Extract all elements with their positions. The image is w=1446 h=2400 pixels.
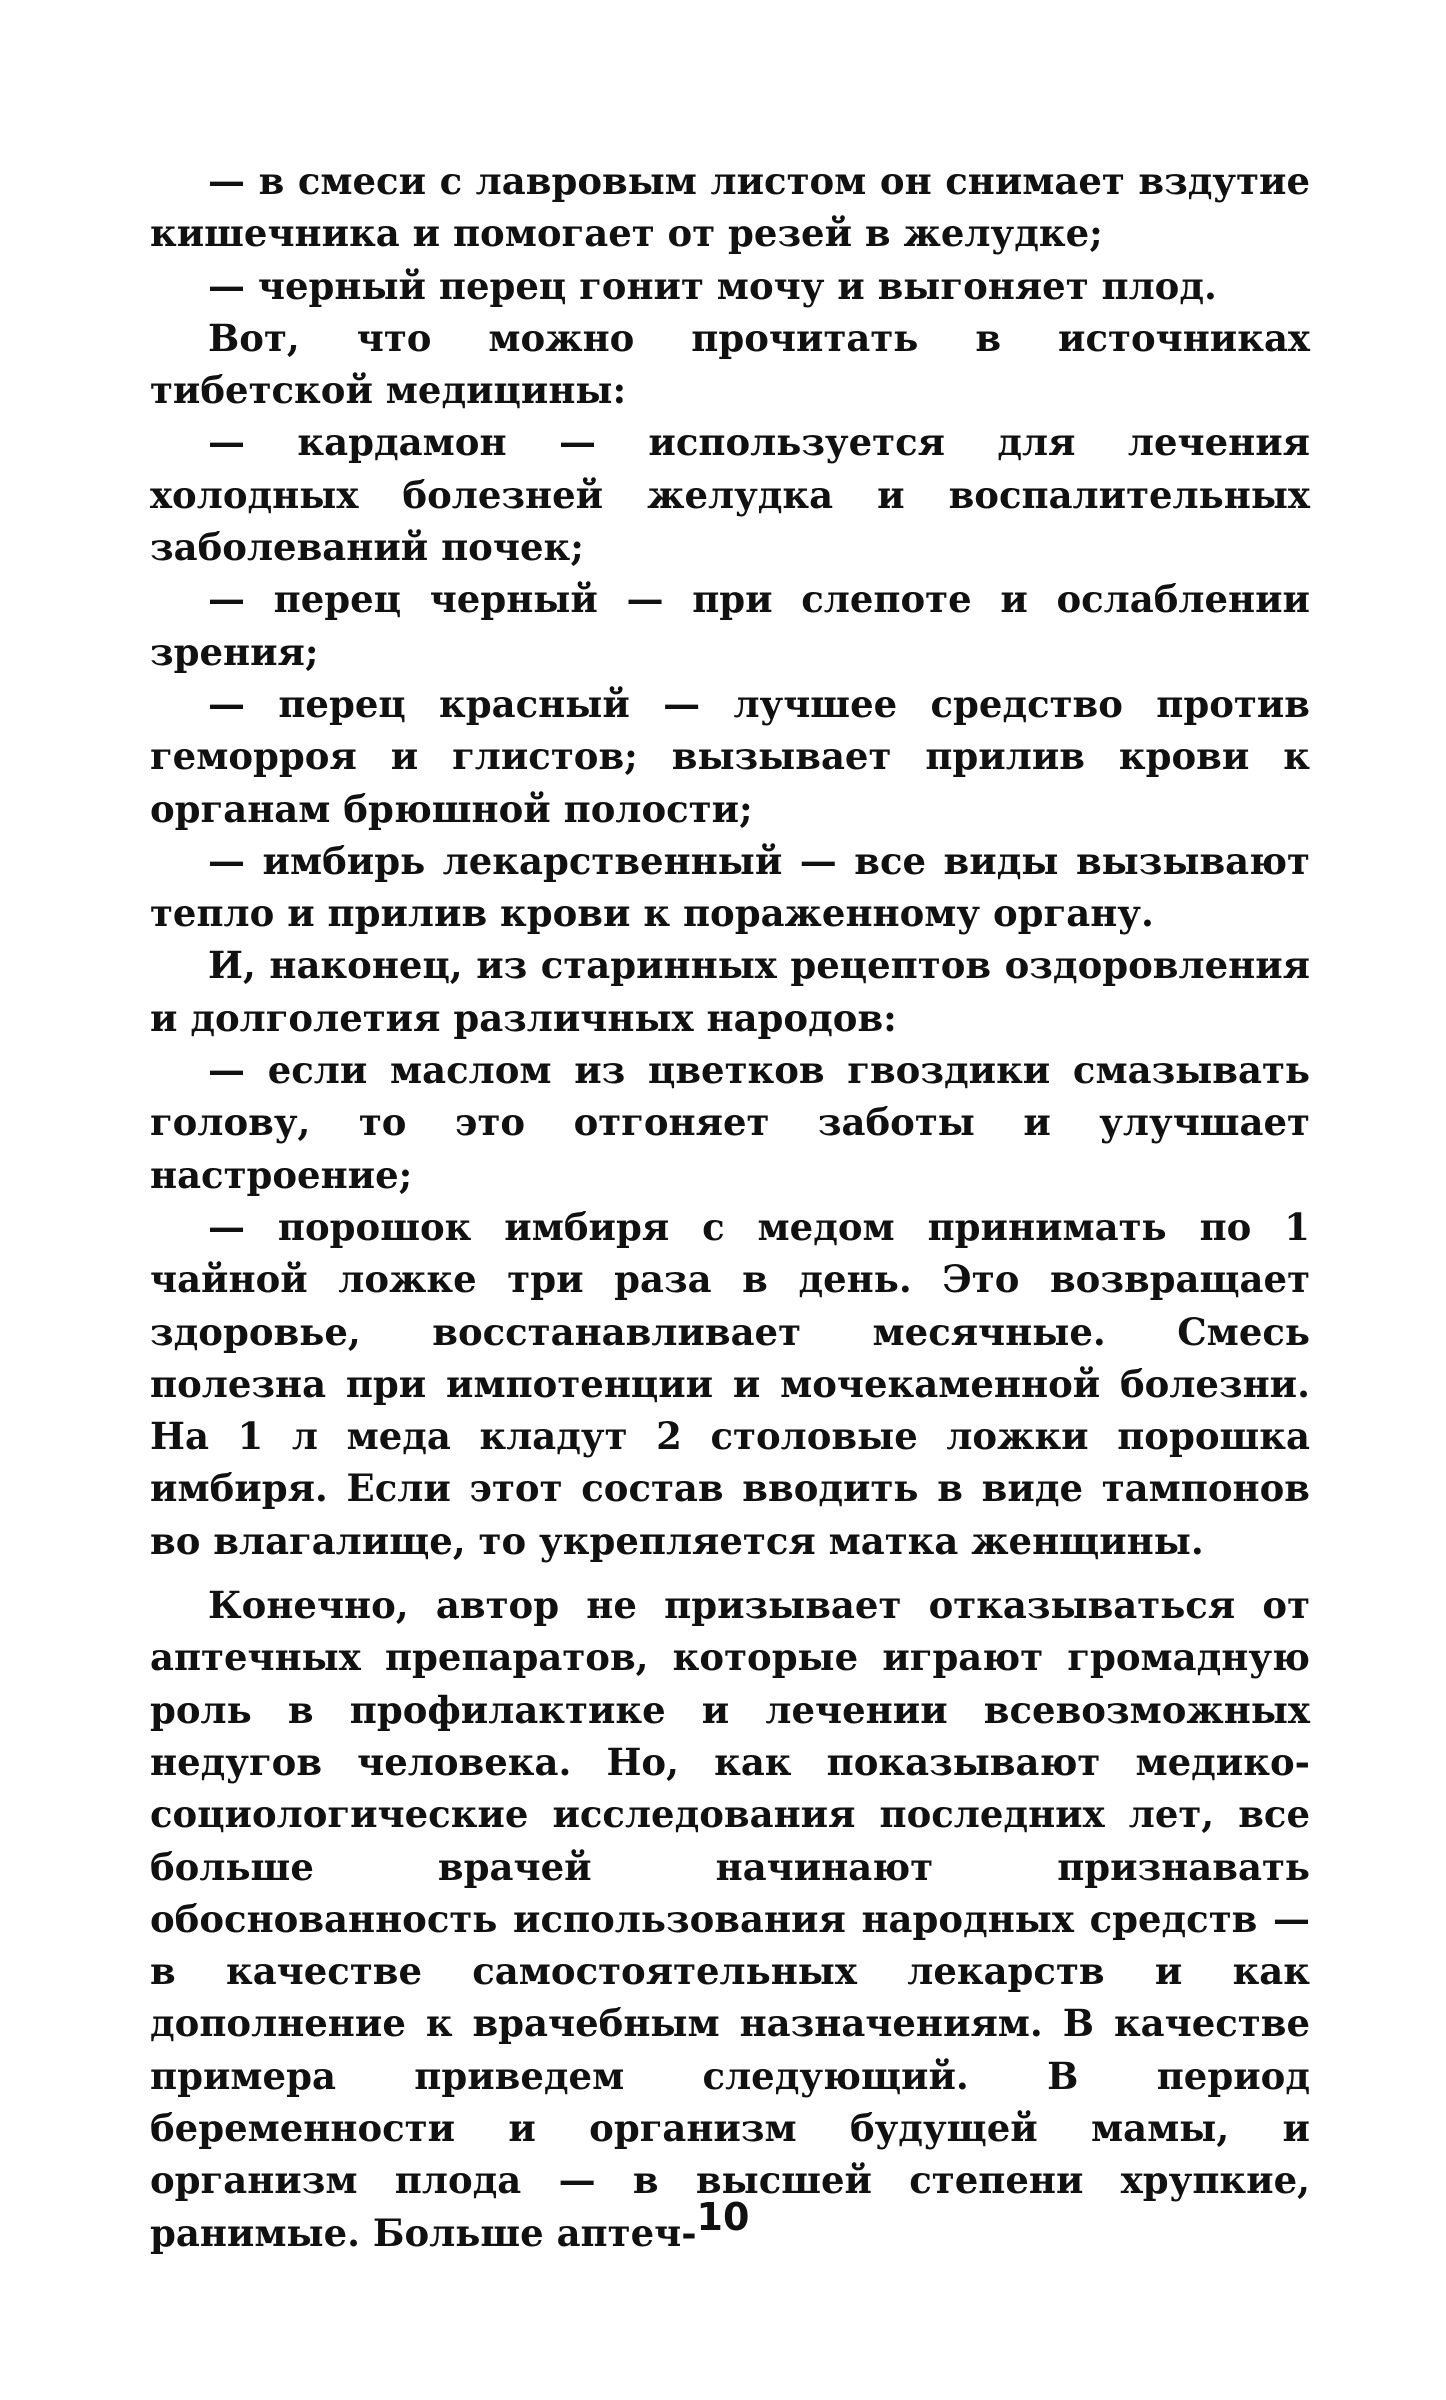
paragraph-11: Конечно, автор не призывает отказываться от аптечных препаратов, которые играют громадную роль в профилактике и лечении всевозможных недугов человека. Но, как показывают медико-социологические исследования последних лет, все больше врачей начинают признавать обоснованность использования народных средств — в качестве самостоятельных лекарств и как дополнение к врачебным назначениям. В качестве примера приведем следующий. В период беременности и организм будущей мамы, и организм плода — в высшей степени хрупкие, ранимые. Больше аптеч-	[150, 1583, 1310, 2255]
paragraph-5: — перец черный — при слепоте и ослаблении зрения;	[150, 577, 1310, 674]
page-body	[150, 155, 1310, 2259]
paragraph-2: — черный перец гонит мочу и выгоняет плод.	[208, 263, 1217, 308]
paragraph-9: — если маслом из цветков гвоздики смазывать голову, то это отгоняет заботы и улучшает настроение;	[150, 1048, 1310, 1197]
paragraph-6: — перец красный — лучшее средство против геморроя и глистов; вызывает прилив крови к органам брюшной полости;	[150, 681, 1310, 831]
page-number: 10	[696, 2195, 750, 2239]
paragraph-1: — в смеси с лавровым листом он снимает вздутие кишечника и помогает от резей в желудке;	[150, 159, 1310, 256]
paragraph-10: — порошок имбиря с медом принимать по 1 чайной ложке три раза в день. Это возвращает здоровье, восстанавливает месячные. Смесь полезна при импотенции и мочекаменной болезни. На 1 л меда кладут 2 столовые ложки порошка имбиря. Если этот состав вводить в виде тампонов во влагалище, то укрепляется матка женщины.	[150, 1204, 1310, 1563]
paragraph-3: Вот, что можно прочитать в источниках тибетской медицины:	[150, 315, 1310, 413]
paragraph-7: — имбирь лекарственный — все виды вызывают тепло и прилив крови к пораженному органу.	[150, 838, 1310, 936]
paragraph-8: И, наконец, из старинных рецептов оздоровления и долголетия различных народов:	[150, 943, 1310, 1040]
paragraph-4: — кардамон — используется для лечения холодных болезней желудка и воспалительных заболеваний почек;	[150, 420, 1310, 570]
